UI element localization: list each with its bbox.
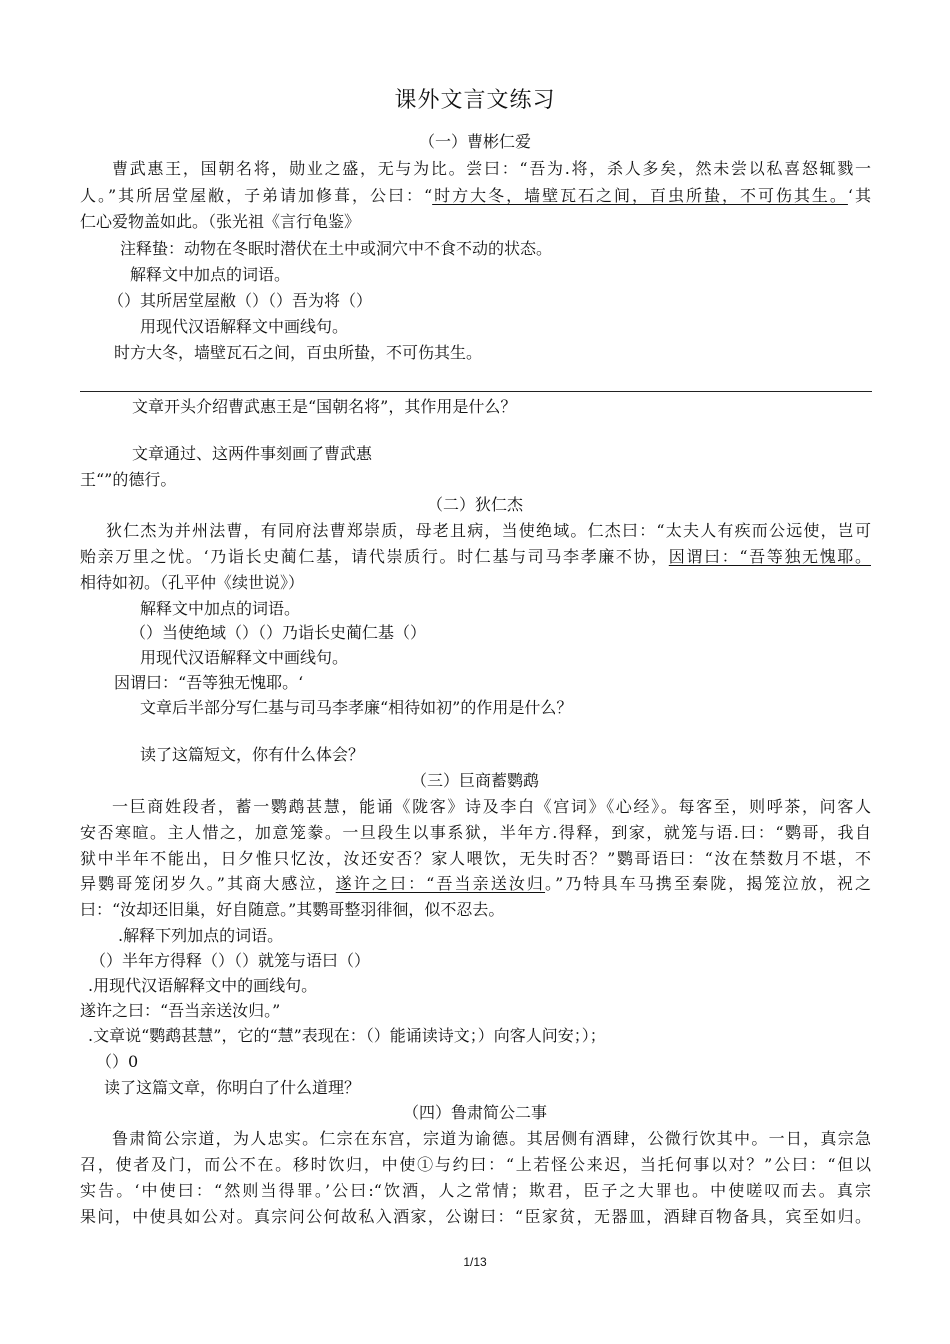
section-2-answer-blanks: （）当使绝域（）（）乃诣长史蔺仁基（） [130, 623, 427, 642]
section-3-paragraph-line: 狱中半年不能出，日夕惟只忆汝，汝还安否？家人喂饮，无失时否？”鹦哥语曰：“汝在禁数月不堪，不 [80, 849, 871, 868]
section-2-heading: （二）狄仁杰 [426, 495, 523, 514]
text-run: ‘其 [847, 186, 871, 205]
section-3-question: .用现代汉语解释文中的画线句。 [88, 976, 318, 995]
section-2-question: 用现代汉语解释文中画线句。 [140, 648, 349, 667]
section-4-paragraph-line: 果问，中使具如公对。真宗问公何故私入酒家，公谢曰：“臣家贫，无器皿，酒肆百物备具，宾至如归。 [80, 1207, 871, 1226]
section-2-question: 解释文中加点的词语。 [140, 599, 301, 618]
section-1-question: 用现代汉语解释文中画线句。 [140, 317, 349, 336]
section-1-answer-blanks: （）其所居堂屋敝（）（）吾为将（） [108, 291, 373, 310]
section-1-note: 注释蛰：动物在冬眠时潜伏在土中或洞穴中不食不动的状态。 [120, 239, 553, 258]
section-2-paragraph-line: 狄仁杰为并州法曹，有同府法曹郑崇质，母老且病，当使绝域。仁杰曰：“太夫人有疾而公远使，岂可 [106, 521, 871, 540]
section-3-paragraph-line: 一巨商姓段者，蓄一鹦鹉甚慧，能诵《陇客》诗及李白《宫词》《心经》。每客至，则呼茶，问客人 [112, 797, 871, 816]
answer-line [80, 391, 872, 392]
section-2-paragraph-line: 相待如初。（孔平仲《续世说》） [80, 573, 305, 592]
section-3-quoted-sentence: 遂许之曰：“吾当亲送汝归。” [80, 1001, 281, 1020]
section-2-question: 读了这篇短文，你有什么体会？ [140, 745, 365, 764]
text-run: 贻亲万里之忧。‘乃诣长史蔺仁基，请代崇质行。时仁基与司马李孝廉不协， [80, 547, 669, 566]
section-3-paragraph-line: 曰：“汝却还旧巢，好自随意。”其鹦哥整羽徘徊，似不忍去。 [80, 900, 505, 919]
section-4-heading: （四）鲁肃简公二事 [402, 1103, 547, 1122]
section-1-paragraph-line: 曹武惠王，国朝名将，勋业之盛，无与为比。尝曰：“吾为.将，杀人多矣，然未尝以私喜怒辄戮一 [112, 159, 871, 178]
section-4-paragraph-line: 召，使者及门，而公不在。移时饮归，中使①与约曰：“上若怪公来迟，当托何事以对？”公曰：“但以 [80, 1155, 871, 1174]
section-4-paragraph-line: 鲁肃简公宗道，为人忠实。仁宗在东宫，宗道为谕德。其居侧有酒肆，公微行饮其中。一日，真宗急 [112, 1129, 871, 1148]
section-1-question: 文章开头介绍曹武惠王是“国朝名将”，其作用是什么？ [132, 397, 517, 416]
section-3-question: .文章说“鹦鹉甚慧”，它的“慧”表现在：（）能诵读诗文；）向客人问安；）； [88, 1026, 606, 1045]
section-3-answer-blanks: （）半年方得释（）（）就笼与语曰（） [90, 951, 371, 970]
page-title: 课外文言文练习 [394, 88, 556, 113]
section-1-quoted-sentence: 时方大冬，墙壁瓦石之间，百虫所蛰，不可伤其生。 [114, 343, 483, 362]
section-3-paragraph-line: 安否寒暄。主人惜之，加意笼豢。一旦段生以事系狱，半年方.得释，到家，就笼与语.曰：“鹦哥，我自 [80, 823, 871, 842]
section-1-heading: （一）曹彬仁爱 [418, 132, 531, 151]
section-3-paragraph-line [80, 873, 871, 895]
section-1-question: 解释文中加点的词语。 [130, 265, 291, 284]
section-2-quoted-sentence: 因谓曰：“吾等独无愧耶。‘ [114, 673, 304, 692]
section-1-question: 王“”的德行。 [80, 470, 177, 489]
section-1-paragraph-line [80, 185, 871, 207]
section-2-question: 文章后半部分写仁基与司马李孝廉“相待如初”的作用是什么？ [140, 698, 573, 717]
section-3-heading: （三）巨商蓄鹦鹉 [410, 771, 539, 790]
underlined-sentence: 时方大冬，墙壁瓦石之间，百虫所蛰，不可伤其生。 [432, 186, 848, 205]
page-number: 1/13 [463, 1255, 487, 1269]
underlined-sentence: 遂许之曰：“吾当亲送汝归 [335, 874, 546, 893]
section-3-question: 读了这篇文章，你明白了什么道理？ [104, 1078, 361, 1097]
section-4-paragraph-line: 实告。‘中使曰：“然则当得罪。’公曰:“饮酒，人之常情；欺君，臣子之大罪也。中使嗟叹而去。真宗 [80, 1181, 871, 1200]
underlined-sentence: 因谓曰：“吾等独无愧耶。 [668, 547, 871, 566]
text-run: 。”乃特具车马携至秦陇，揭笼泣放，祝之 [545, 874, 872, 893]
text-run: 人。”其所居堂屋敝，子弟请加修葺，公曰：“ [80, 186, 433, 205]
text-run: 异鹦哥笼闭岁久。”其商大感泣， [80, 874, 336, 893]
section-1-paragraph-line: 仁心爱物盖如此。（张光祖《言行龟鉴》 [80, 212, 361, 231]
section-2-paragraph-line [80, 546, 871, 568]
section-3-answer-blanks: （）0 [96, 1052, 139, 1071]
section-3-question: .解释下列加点的词语。 [118, 926, 284, 945]
section-1-question: 文章通过、这两件事刻画了曹武惠 [132, 444, 373, 463]
